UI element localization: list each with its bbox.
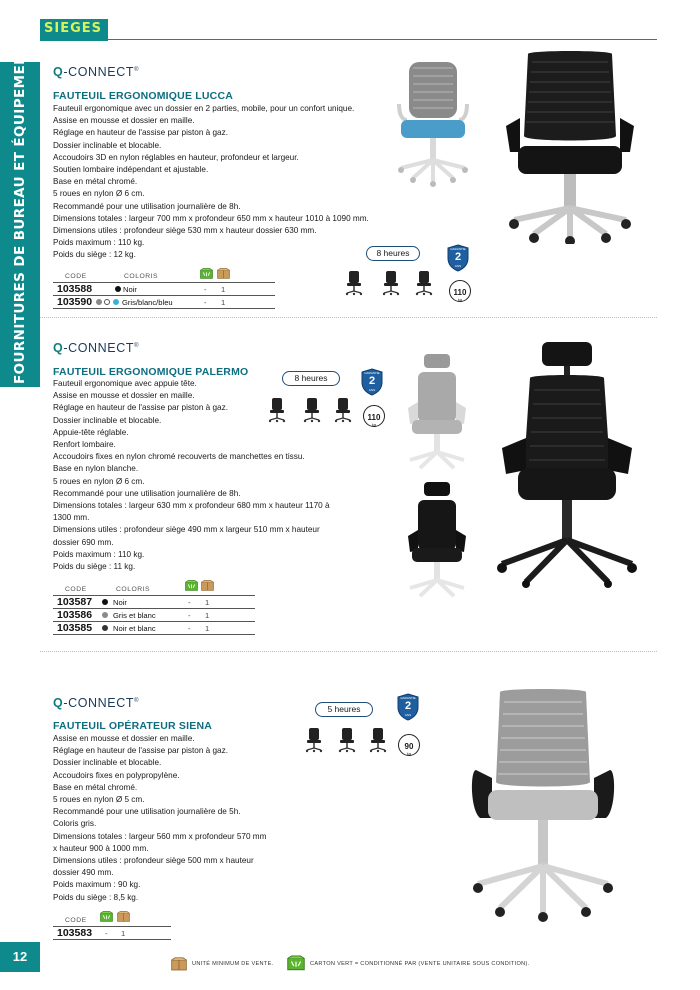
table-bottom-rule: [53, 939, 171, 940]
brand-logo: Q-CONNECT®: [53, 65, 140, 79]
adjust-height-icon: [344, 270, 364, 296]
table-header-colors: COLORIS: [116, 586, 151, 593]
product-title: FAUTEUIL ERGONOMIQUE PALERMO: [53, 366, 249, 378]
table-row: 103588 Noir - 1: [53, 282, 275, 294]
adjust-height-icon: [267, 397, 287, 423]
table-header-code: CODE: [65, 273, 87, 280]
max-weight-icon: 110 kg: [363, 405, 385, 427]
max-weight-icon: 90 kg: [398, 734, 420, 756]
product-description: Fauteuil ergonomique avec un dossier en 2 parties, mobile, pour un confort unique. Assise en mousse et dossier en maille. Réglage en hauteur de l'assise par piston à gaz. Dossier inclinable et blocable. Accoudoirs 3D en nylon réglables en hauteur, profondeur et largeur. Soutien lombaire indépendant et ajustable. Base en métal chromé. 5 roues en nylon Ø 6 cm. Recommandé pour une utilisation journalière de 8h. Dimensions totales : largeur 700 mm x profondeur 650 mm x hauteur 1010 à 1090 mm. Dimensions utiles : profondeur siège 530 mm x hauteur dossier 630 mm. Poids maximum : 110 kg. Poids du siège : 12 kg.: [53, 104, 369, 260]
table-bottom-rule: [53, 634, 255, 635]
adjust-height-icon: [304, 727, 324, 753]
daily-usage-hours: 8 heures: [282, 371, 340, 386]
product-description: Assise en mousse et dossier en maille. Réglage en hauteur de l'assise par piston à gaz. Dossier inclinable et blocable. Accoudoirs fixes en polypropylène. Base en métal chromé. 5 roues en nylon Ø 5 cm. Recommandé pour une utilisation journalière de 5h. Coloris gris. Dimensions totales : largeur 560 mm x profondeur 570 mm x hauteur 900 à 1000 mm. Dimensions utiles : profondeur siège 500 mm x hauteur dossier 490 mm. Poids maximum : 90 kg. Poids du siège : 8,5 kg.: [53, 734, 267, 902]
chair-lucca-blue-image: [393, 60, 473, 190]
header-rule: [40, 39, 657, 40]
table-header-code: CODE: [65, 586, 87, 593]
section-divider: [40, 317, 657, 318]
table-row: 103587 Noir - 1: [53, 595, 255, 607]
section-divider: [40, 651, 657, 652]
table-row: 103585 Noir et blanc - 1: [53, 621, 255, 633]
chair-lucca-black-image: [500, 48, 640, 244]
color-swatch-gray: [102, 612, 108, 618]
legend-green-carton: CARTON VERT = CONDITIONNÉ PAR (VENTE UNITAIRE SOUS CONDITION).: [310, 961, 530, 967]
color-swatch-white: [104, 299, 110, 305]
green-carton-icon: [287, 955, 305, 971]
chair-palermo-black-image: [492, 338, 642, 588]
chair-palermo-black-white-image: [404, 480, 470, 598]
table-header-colors: COLORIS: [124, 273, 159, 280]
guarantee-badge-icon: GARANTIE 2 ANS: [360, 368, 384, 396]
table-header-code: CODE: [65, 917, 87, 924]
table-bottom-rule: [53, 308, 275, 309]
adjust-armrest-icon: [337, 727, 357, 753]
category-title: SIEGES: [40, 19, 108, 41]
guarantee-badge-icon: GARANTIE 2 ANS: [396, 693, 420, 721]
recline-icon: [368, 727, 388, 753]
adjust-armrest-icon: [302, 397, 322, 423]
unit-box-icon: [217, 268, 230, 279]
unit-box-icon: [171, 957, 187, 971]
color-swatch-black: [115, 286, 121, 292]
daily-usage-hours: 8 heures: [366, 246, 420, 261]
unit-box-icon: [117, 911, 130, 922]
green-carton-icon: [185, 580, 198, 591]
brand-logo: Q-CONNECT®: [53, 341, 140, 355]
green-carton-icon: [100, 911, 113, 922]
table-row: 103590 Gris/blanc/bleu - 1: [53, 295, 275, 307]
product-description: Fauteuil ergonomique avec appuie tête. Assise en mousse et dossier en maille. Réglage en hauteur de l'assise par piston à gaz. Dossier inclinable et blocable. Appuie-tête réglable. Renfort lombaire. Accoudoirs fixes en nylon chromé recouverts de manchettes en tissu. Base en nylon blanche. 5 roues en nylon Ø 6 cm. Recommandé pour une utilisation journalière de 8h. Dimensions totales : largeur 630 mm x profondeur 680 mm x hauteur 1170 à 1300 mm. Dimensions utiles : profondeur siège 490 mm x largeur 510 mm x hauteur dossier 690 mm. Poids maximum : 110 kg. Poids du siège : 11 kg.: [53, 379, 330, 572]
green-carton-icon: [200, 268, 213, 279]
section-side-label: FOURNITURES DE BUREAU ET ÉQUIPEMENTS: [12, 33, 28, 384]
color-swatch-black: [102, 599, 108, 605]
chair-siena-image: [468, 686, 618, 922]
legend-unit-minimum: UNITÉ MINIMUM DE VENTE.: [192, 961, 274, 967]
product-title: FAUTEUIL OPÉRATEUR SIENA: [53, 720, 213, 732]
brand-logo: Q-CONNECT®: [53, 696, 140, 710]
color-swatch-black-white: [102, 625, 108, 631]
guarantee-badge-icon: GARANTIE 2 ANS: [446, 244, 470, 272]
page-number: 12: [0, 942, 40, 972]
unit-box-icon: [201, 580, 214, 591]
recline-icon: [414, 270, 434, 296]
color-swatch-gray: [96, 299, 102, 305]
max-weight-icon: 110 kg: [449, 280, 471, 302]
table-row: 103586 Gris et blanc - 1: [53, 608, 255, 620]
adjust-armrest-icon: [381, 270, 401, 296]
chair-palermo-gray-image: [404, 352, 470, 472]
recline-icon: [333, 397, 353, 423]
color-swatch-blue: [113, 299, 119, 305]
product-title: FAUTEUIL ERGONOMIQUE LUCCA: [53, 90, 234, 102]
daily-usage-hours: 5 heures: [315, 702, 373, 717]
table-row: 103583 - 1: [53, 926, 171, 938]
